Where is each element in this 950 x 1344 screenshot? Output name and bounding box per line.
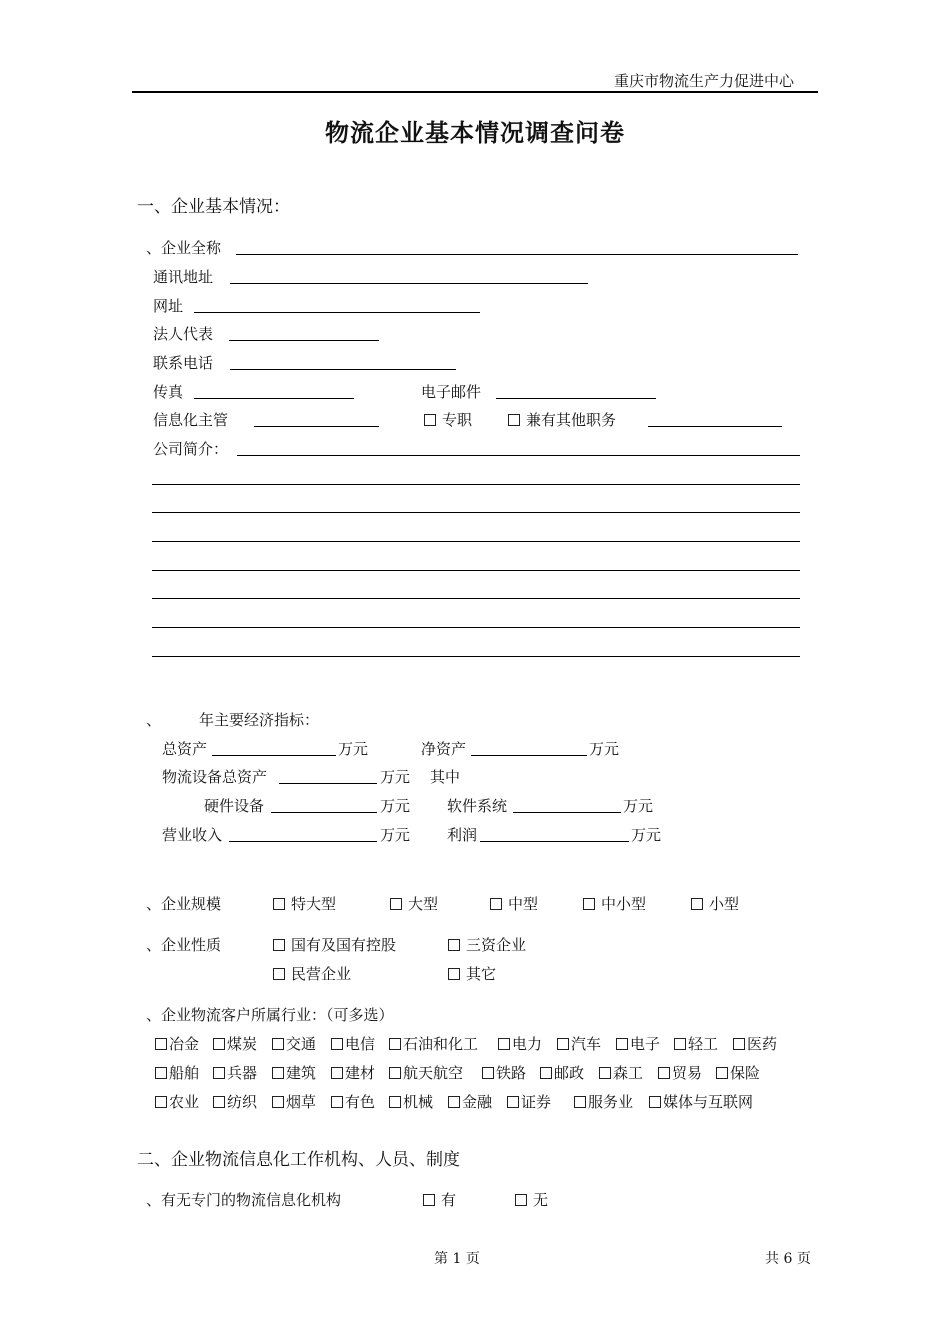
industry-text: 媒体与互联网 <box>663 1093 754 1111</box>
industry-option[interactable] <box>272 1091 316 1112</box>
industry-option[interactable] <box>213 1091 257 1112</box>
industry-checkbox[interactable] <box>448 1096 460 1108</box>
industry-option[interactable] <box>331 1033 375 1054</box>
among-label: 其中 <box>430 768 461 786</box>
scale-option-text: 中型 <box>508 895 539 913</box>
scale-checkbox[interactable] <box>390 898 402 910</box>
legal-rep-label: 法人代表 <box>153 325 214 343</box>
intro-field-line-7[interactable] <box>152 627 800 628</box>
industries-label: 、企业物流客户所属行业：（可多选） <box>146 1006 394 1024</box>
industry-text: 轻工 <box>688 1035 719 1053</box>
industry-option[interactable] <box>448 1091 492 1112</box>
industry-checkbox[interactable] <box>733 1038 745 1050</box>
it-org-question: 、有无专门的物流信息化机构 <box>146 1191 342 1209</box>
industry-text: 石油和化工 <box>403 1035 479 1053</box>
industry-option[interactable] <box>540 1062 584 1083</box>
industry-option[interactable] <box>674 1033 718 1054</box>
fax-label: 传真 <box>153 383 184 401</box>
scale-option-text: 中小型 <box>601 895 647 913</box>
industry-text: 建材 <box>345 1064 376 1082</box>
scale-checkbox[interactable] <box>490 898 502 910</box>
industry-text: 电信 <box>345 1035 376 1053</box>
doc-title: 物流企业基本情况调查问卷 <box>325 119 625 147</box>
nature-checkbox[interactable] <box>448 939 460 951</box>
nature-option-text: 三资企业 <box>466 936 527 954</box>
industry-text: 电力 <box>512 1035 543 1053</box>
fax-field[interactable] <box>194 398 354 399</box>
industry-text: 交通 <box>286 1035 317 1053</box>
industry-checkbox[interactable] <box>213 1096 225 1108</box>
intro-field-line-2[interactable] <box>152 484 800 485</box>
industry-text: 医药 <box>747 1035 778 1053</box>
industry-checkbox[interactable] <box>213 1038 225 1050</box>
nature-checkbox[interactable] <box>273 968 285 980</box>
industry-text: 汽车 <box>571 1035 602 1053</box>
website-field[interactable] <box>194 312 480 313</box>
it-org-checkbox[interactable] <box>515 1194 527 1206</box>
scale-option-text: 特大型 <box>291 895 337 913</box>
economics-title: 年主要经济指标： <box>199 711 320 729</box>
industry-option[interactable] <box>574 1091 633 1112</box>
legal-rep-field[interactable] <box>229 340 379 341</box>
net-assets-label: 净资产 <box>421 740 467 758</box>
total-suffix: 页 <box>796 1251 811 1267</box>
industry-option[interactable] <box>557 1033 601 1054</box>
industry-checkbox[interactable] <box>716 1067 728 1079</box>
phone-field[interactable] <box>230 369 456 370</box>
it-manager-field[interactable] <box>254 426 379 427</box>
scale-option-m[interactable] <box>490 893 538 914</box>
industry-text: 有色 <box>345 1093 376 1111</box>
address-label: 通讯地址 <box>153 268 214 286</box>
nature-checkbox[interactable] <box>273 939 285 951</box>
industry-text: 电子 <box>630 1035 661 1053</box>
industry-checkbox[interactable] <box>331 1038 343 1050</box>
industry-text: 邮政 <box>554 1064 585 1082</box>
page-prefix: 第 <box>434 1251 448 1267</box>
industry-option[interactable] <box>155 1062 199 1083</box>
industry-checkbox[interactable] <box>331 1067 343 1079</box>
industry-checkbox[interactable] <box>498 1038 510 1050</box>
revenue-unit: 万元 <box>380 826 411 844</box>
industry-option[interactable] <box>733 1033 777 1054</box>
industry-option[interactable] <box>272 1062 316 1083</box>
intro-field-line-5[interactable] <box>152 570 800 571</box>
industry-text: 铁路 <box>496 1064 527 1082</box>
scale-checkbox[interactable] <box>691 898 703 910</box>
total-assets-field[interactable] <box>212 755 336 756</box>
industry-option[interactable] <box>649 1091 753 1112</box>
total-assets-label: 总资产 <box>162 740 208 758</box>
industry-option[interactable] <box>389 1033 478 1054</box>
it-org-checkbox[interactable] <box>423 1194 435 1206</box>
fulltime-text: 专职 <box>442 411 473 429</box>
industry-option[interactable] <box>389 1091 433 1112</box>
it-manager-label: 信息化主管 <box>153 411 229 429</box>
phone-label: 联系电话 <box>153 354 214 372</box>
industry-option[interactable] <box>331 1091 375 1112</box>
page-number <box>434 1248 480 1268</box>
scale-option-l[interactable] <box>390 893 438 914</box>
software-unit: 万元 <box>623 797 654 815</box>
scale-option-text: 大型 <box>408 895 439 913</box>
industry-text: 冶金 <box>169 1035 200 1053</box>
intro-label: 公司简介： <box>153 440 229 458</box>
industry-checkbox[interactable] <box>213 1067 225 1079</box>
industry-option[interactable] <box>498 1033 542 1054</box>
industry-text: 森工 <box>613 1064 644 1082</box>
nature-label: 、企业性质 <box>146 936 222 954</box>
industry-text: 煤炭 <box>227 1035 258 1053</box>
equipment-assets-label: 物流设备总资产 <box>162 768 268 786</box>
scale-option-xl[interactable] <box>273 893 336 914</box>
industry-text: 机械 <box>403 1093 434 1111</box>
total-count: 6 <box>783 1251 793 1267</box>
other-duties-option[interactable] <box>508 409 616 430</box>
software-label: 软件系统 <box>447 797 508 815</box>
industry-checkbox[interactable] <box>557 1038 569 1050</box>
industry-option[interactable] <box>599 1062 643 1083</box>
industry-checkbox[interactable] <box>674 1038 686 1050</box>
industry-option[interactable] <box>482 1062 526 1083</box>
other-duties-text: 兼有其他职务 <box>526 411 617 429</box>
fulltime-checkbox[interactable] <box>424 414 436 426</box>
industry-checkbox[interactable] <box>599 1067 611 1079</box>
industry-checkbox[interactable] <box>574 1096 586 1108</box>
hardware-field[interactable] <box>271 812 377 813</box>
it-org-yes-option[interactable] <box>423 1189 456 1210</box>
industry-checkbox[interactable] <box>155 1096 167 1108</box>
intro-field-line-3[interactable] <box>152 512 800 513</box>
page-suffix: 页 <box>465 1251 480 1267</box>
total-assets-unit: 万元 <box>338 740 369 758</box>
industry-text: 烟草 <box>286 1093 317 1111</box>
net-assets-unit: 万元 <box>589 740 620 758</box>
nature-option-foreign[interactable] <box>448 934 526 955</box>
scale-option-text: 小型 <box>709 895 740 913</box>
industry-checkbox[interactable] <box>507 1096 519 1108</box>
industry-text: 农业 <box>169 1093 200 1111</box>
industry-text: 纺织 <box>227 1093 258 1111</box>
industry-text: 金融 <box>462 1093 493 1111</box>
nature-option-text: 国有及国有控股 <box>291 936 397 954</box>
intro-field-line-1[interactable] <box>237 455 800 456</box>
email-field[interactable] <box>496 398 656 399</box>
intro-field-line-4[interactable] <box>152 541 800 542</box>
industry-option[interactable] <box>507 1091 551 1112</box>
address-field[interactable] <box>230 283 588 284</box>
other-duties-field[interactable] <box>648 426 782 427</box>
industry-option[interactable] <box>155 1033 199 1054</box>
it-org-yes-text: 有 <box>441 1191 457 1209</box>
hardware-unit: 万元 <box>380 797 411 815</box>
nature-option-text: 其它 <box>466 965 497 983</box>
revenue-field[interactable] <box>229 841 377 842</box>
industry-text: 服务业 <box>588 1093 634 1111</box>
company-name-field[interactable] <box>236 254 798 255</box>
industry-option[interactable] <box>213 1062 257 1083</box>
industry-option[interactable] <box>658 1062 702 1083</box>
section2-title: 二、企业物流信息化工作机构、人员、制度 <box>137 1150 460 1170</box>
industry-checkbox[interactable] <box>155 1067 167 1079</box>
industry-checkbox[interactable] <box>272 1067 284 1079</box>
header-rule <box>132 91 818 93</box>
nature-checkbox[interactable] <box>448 968 460 980</box>
scale-label: 、企业规模 <box>146 895 222 913</box>
nature-option-private[interactable] <box>273 963 351 984</box>
industry-option[interactable] <box>716 1062 760 1083</box>
it-org-no-option[interactable] <box>515 1189 548 1210</box>
section1-title: 一、企业基本情况： <box>137 197 290 217</box>
intro-field-line-8[interactable] <box>152 656 800 657</box>
other-duties-checkbox[interactable] <box>508 414 520 426</box>
industry-option[interactable] <box>616 1033 660 1054</box>
net-assets-field[interactable] <box>471 755 587 756</box>
intro-field-line-6[interactable] <box>152 598 800 599</box>
industry-checkbox[interactable] <box>272 1096 284 1108</box>
industry-text: 贸易 <box>672 1064 703 1082</box>
industry-checkbox[interactable] <box>389 1067 401 1079</box>
industry-checkbox[interactable] <box>649 1096 661 1108</box>
scale-option-sm[interactable] <box>583 893 646 914</box>
industry-checkbox[interactable] <box>389 1038 401 1050</box>
economics-prefix: 、 <box>146 711 162 729</box>
equipment-assets-field[interactable] <box>279 783 377 784</box>
industry-text: 证券 <box>521 1093 552 1111</box>
industry-option[interactable] <box>155 1091 199 1112</box>
nature-option-text: 民营企业 <box>291 965 352 983</box>
industry-checkbox[interactable] <box>155 1038 167 1050</box>
profit-unit: 万元 <box>631 826 662 844</box>
industry-text: 船舶 <box>169 1064 200 1082</box>
header-org: 重庆市物流生产力促进中心 <box>614 72 795 90</box>
website-label: 网址 <box>153 297 184 315</box>
page-total <box>765 1248 811 1268</box>
total-prefix: 共 <box>765 1251 779 1267</box>
industry-text: 兵器 <box>227 1064 258 1082</box>
industry-text: 保险 <box>730 1064 761 1082</box>
industry-checkbox[interactable] <box>272 1038 284 1050</box>
industry-option[interactable] <box>272 1033 316 1054</box>
industry-text: 航天航空 <box>403 1064 464 1082</box>
profit-field[interactable] <box>480 841 629 842</box>
scale-checkbox[interactable] <box>273 898 285 910</box>
industry-checkbox[interactable] <box>658 1067 670 1079</box>
company-name-label: 、企业全称 <box>146 239 222 257</box>
industry-checkbox[interactable] <box>389 1096 401 1108</box>
industry-text: 建筑 <box>286 1064 317 1082</box>
industry-option[interactable] <box>331 1062 375 1083</box>
industry-checkbox[interactable] <box>482 1067 494 1079</box>
industry-checkbox[interactable] <box>540 1067 552 1079</box>
industry-option[interactable] <box>213 1033 257 1054</box>
revenue-label: 营业收入 <box>162 826 223 844</box>
nature-option-other[interactable] <box>448 963 496 984</box>
page-current: 1 <box>452 1251 462 1267</box>
it-org-no-text: 无 <box>533 1191 549 1209</box>
scale-option-s[interactable] <box>691 893 739 914</box>
industry-option[interactable] <box>389 1062 463 1083</box>
profit-label: 利润 <box>447 826 478 844</box>
industry-checkbox[interactable] <box>616 1038 628 1050</box>
hardware-label: 硬件设备 <box>204 797 265 815</box>
equipment-assets-unit: 万元 <box>380 768 411 786</box>
nature-option-state[interactable] <box>273 934 396 955</box>
scale-checkbox[interactable] <box>583 898 595 910</box>
email-label: 电子邮件 <box>421 383 482 401</box>
industry-checkbox[interactable] <box>331 1096 343 1108</box>
software-field[interactable] <box>513 812 621 813</box>
fulltime-option[interactable] <box>424 409 472 430</box>
